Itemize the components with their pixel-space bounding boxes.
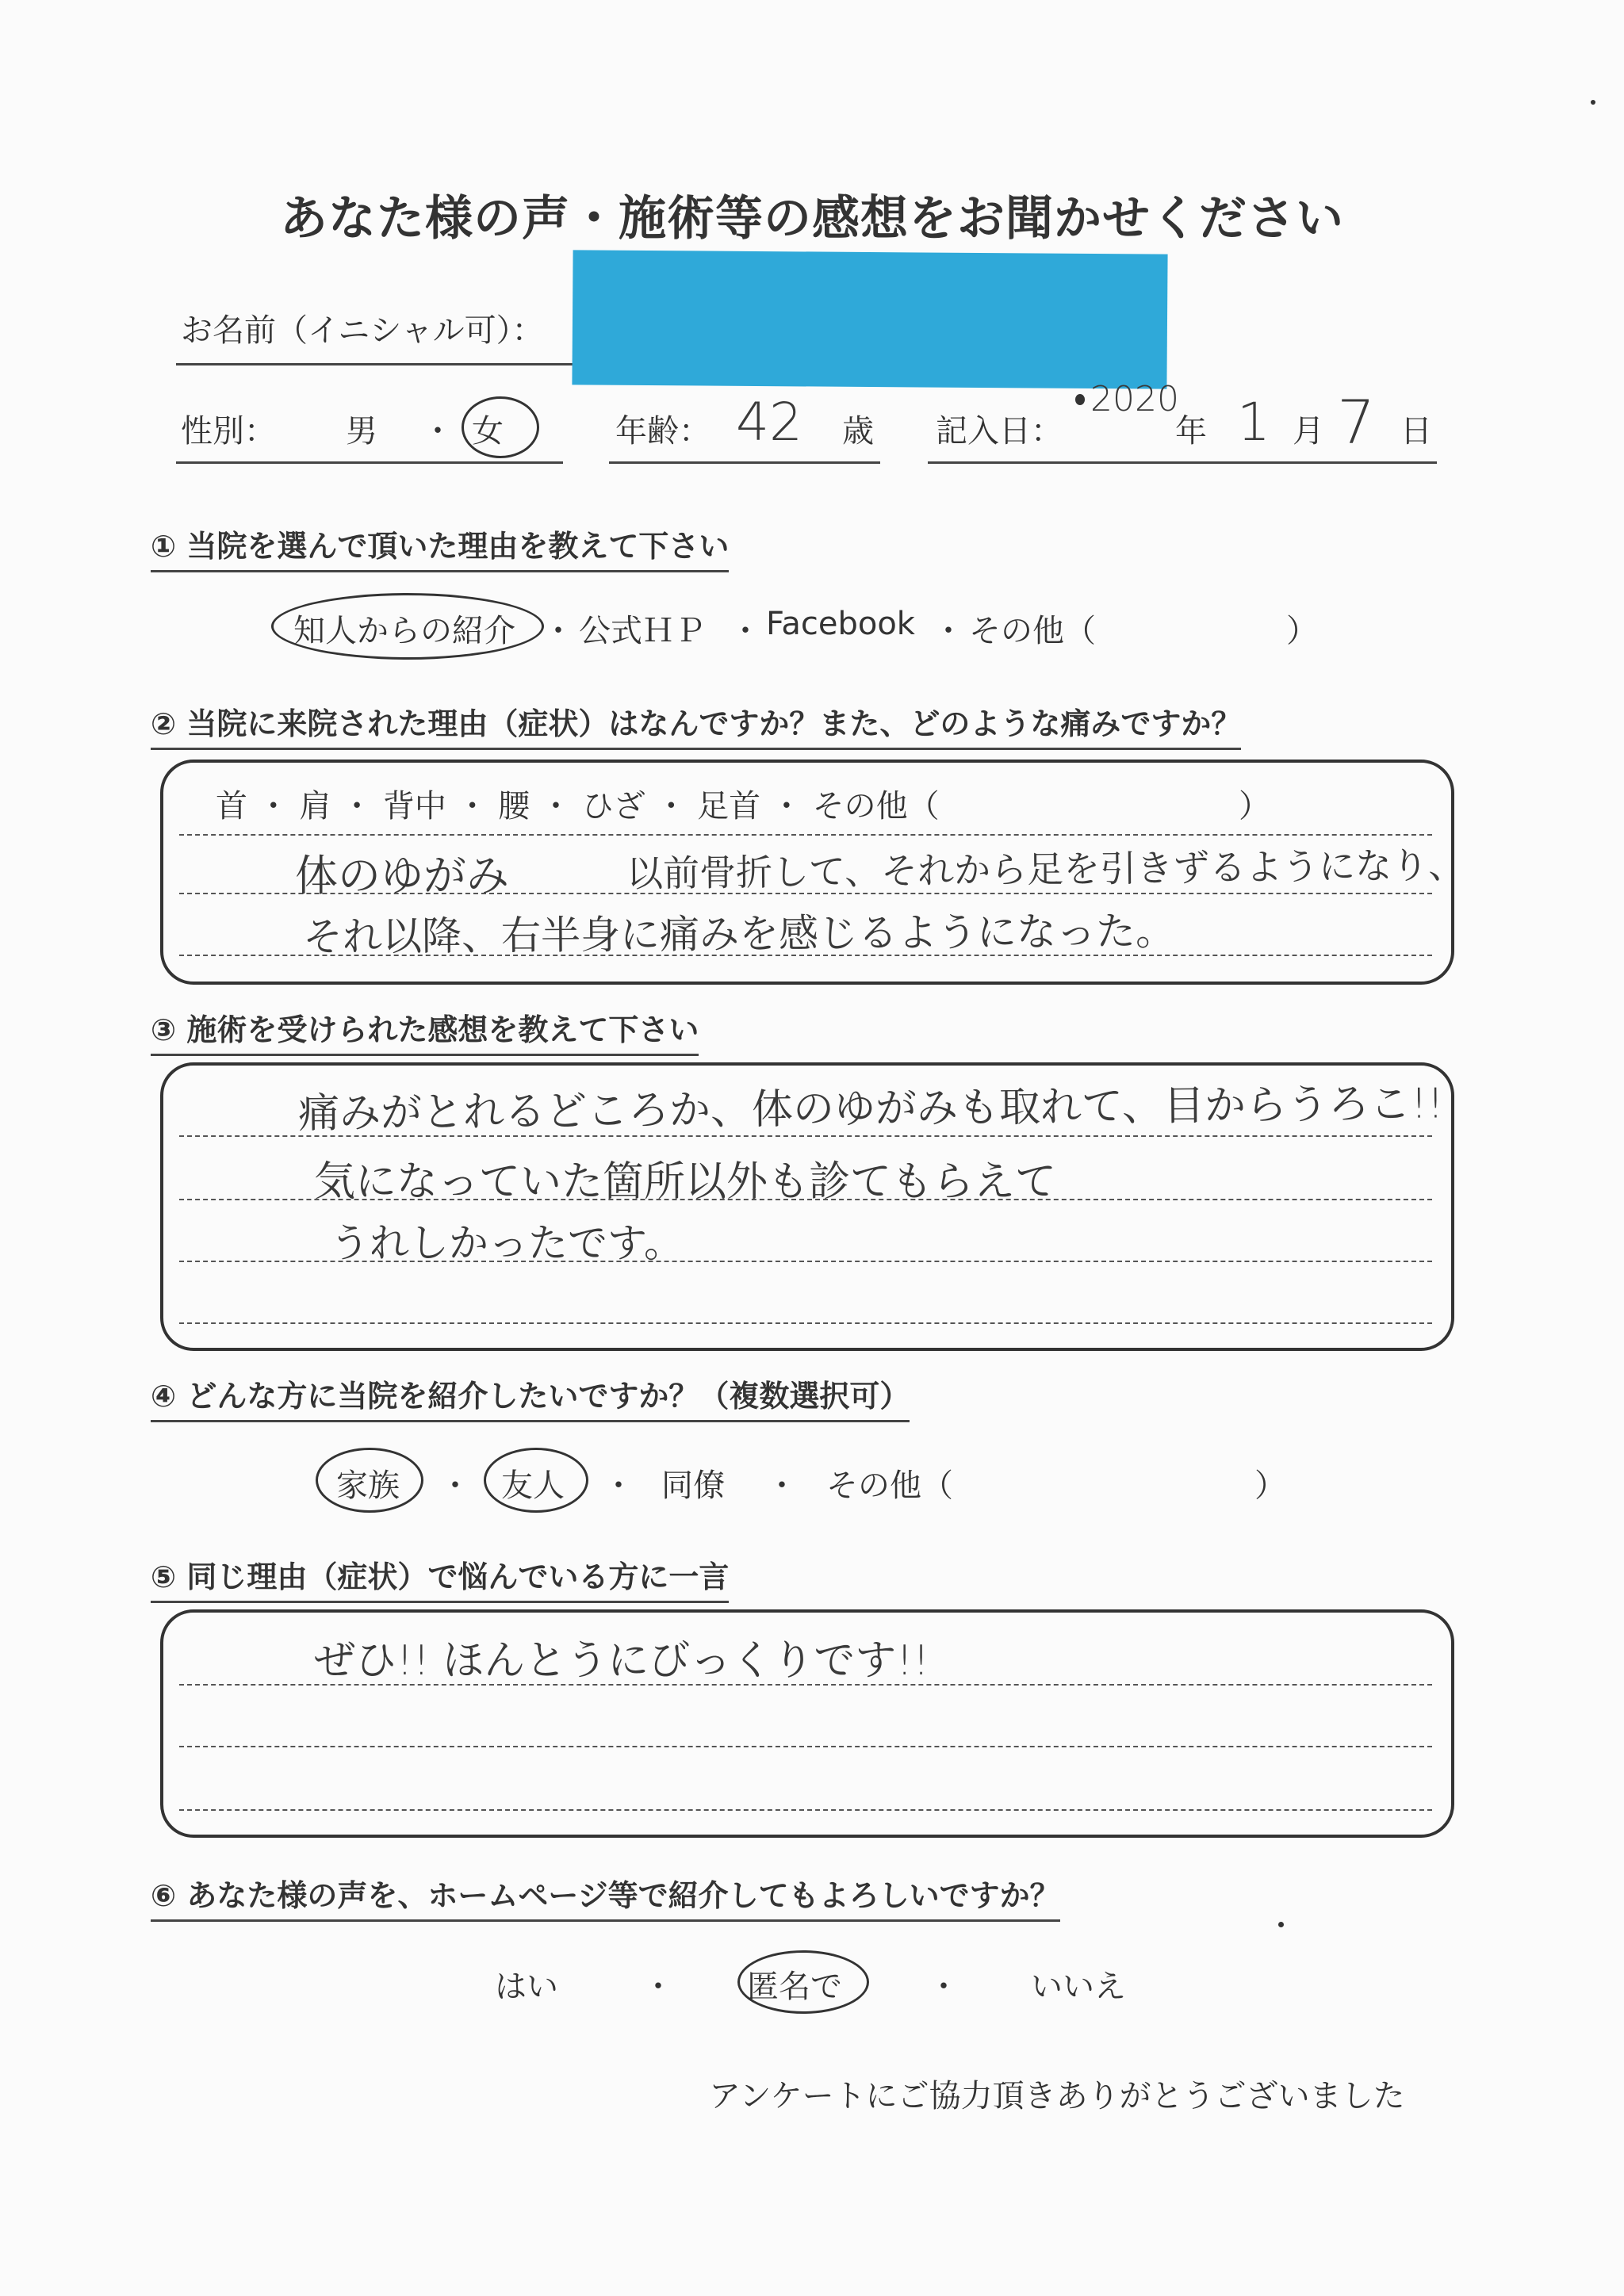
q1-option-facebook: Facebook — [766, 606, 915, 642]
date-label: 記入日： — [936, 413, 1063, 450]
q1-option-close: ） — [1286, 613, 1318, 649]
q6-separator: ・ — [928, 1969, 959, 2005]
dashed-line — [179, 1809, 1432, 1811]
date-day: 7 — [1337, 387, 1376, 457]
gender-underline — [176, 461, 563, 464]
q4-option-colleague: 同僚 — [661, 1468, 725, 1504]
q5-heading: ⑤ 同じ理由（症状）で悩んでいる方に一言 — [151, 1552, 729, 1603]
scan-speck — [1591, 100, 1595, 105]
q6-option-anonymous: 匿名で — [747, 1969, 842, 2005]
selected-circle — [462, 396, 539, 458]
scan-speck — [1278, 1922, 1284, 1927]
q2-answer-line1a: 体のゆがみ — [295, 851, 509, 901]
gender-label: 性別： — [181, 413, 276, 450]
selected-circle — [316, 1448, 423, 1513]
dashed-line — [179, 1746, 1432, 1747]
name-label: お名前（イニシャル可）： — [181, 312, 544, 349]
date-year: 2020 — [1090, 379, 1179, 419]
q6-heading: ⑥ あなた様の声を、ホームページ等で紹介してもよろしいですか？ — [151, 1871, 1060, 1922]
q6-separator: ・ — [642, 1969, 674, 2005]
q4-heading: ④ どんな方に当院を紹介したいですか？（複数選択可） — [151, 1372, 910, 1422]
gender-separator: ・ — [422, 413, 454, 450]
q4-separator: ・ — [439, 1468, 471, 1504]
q2-answer-line1b: 以前骨折して、それから足を引きずるようになり、 — [626, 843, 1465, 895]
q2-answer-line2: それ以降、右半身に痛みを感じるようになった。 — [302, 908, 1176, 960]
dashed-line — [179, 1322, 1432, 1324]
q3-answer-line3: うれしかったです。 — [330, 1220, 684, 1266]
q4-separator: ・ — [766, 1468, 798, 1504]
q6-option-yes: はい — [495, 1969, 558, 2005]
footer-thanks: アンケートにご協力頂きありがとうございました — [709, 2078, 1405, 2114]
age-label: 年齢： — [615, 413, 710, 450]
q1-option-other: その他（ — [969, 613, 1096, 649]
q4-option-friend: 友人 — [501, 1468, 565, 1504]
q4-option-close: ） — [1254, 1468, 1286, 1504]
dashed-line — [179, 834, 1432, 836]
name-underline — [176, 363, 573, 365]
q3-answer-line2: 気になっていた箇所以外も診てもらえて — [314, 1158, 1057, 1206]
date-month: 1 — [1237, 392, 1270, 453]
q6-option-no: いいえ — [1031, 1969, 1126, 2005]
gender-female: 女 — [472, 413, 504, 450]
ink-blot — [1075, 394, 1085, 405]
q5-answer-line1: ぜひ!! ほんとうにびっくりです!! — [314, 1637, 929, 1685]
selected-circle — [737, 1950, 869, 2014]
selected-circle — [484, 1448, 588, 1513]
q3-heading: ③ 施術を受けられた感想を教えて下さい — [151, 1005, 699, 1056]
month-unit: 月 — [1293, 413, 1324, 450]
q2-options-close: ） — [1239, 788, 1270, 825]
q4-option-family: 家族 — [336, 1468, 400, 1504]
q1-heading: ① 当院を選んで頂いた理由を教えて下さい — [151, 522, 729, 572]
q1-option-website: 公式ＨＰ — [579, 613, 706, 649]
gender-male: 男 — [346, 413, 377, 450]
selected-circle — [271, 593, 544, 660]
q1-option-referral: 知人からの紹介 — [293, 613, 515, 649]
q3-answer-line1: 痛みがとれるどころか、体のゆがみも取れて、目からうろこ!! — [297, 1080, 1444, 1138]
page-title: あなた様の声・施術等の感想をお聞かせください — [280, 191, 1344, 247]
date-underline — [928, 461, 1437, 464]
q2-heading: ② 当院に来院された理由（症状）はなんですか？また、どのような痛みですか？ — [151, 699, 1241, 750]
day-unit: 日 — [1400, 413, 1432, 450]
age-underline — [609, 461, 880, 464]
redacted-name — [572, 250, 1167, 388]
age-unit: 歳 — [842, 413, 874, 450]
age-value: 42 — [736, 392, 802, 453]
q1-separator: ・ — [542, 613, 574, 649]
year-unit: 年 — [1175, 413, 1207, 450]
q4-separator: ・ — [603, 1468, 634, 1504]
q2-symptom-options: 首 ・ 肩 ・ 背中 ・ 腰 ・ ひざ ・ 足首 ・ その他（ — [216, 788, 940, 825]
q1-separator: ・ — [933, 613, 964, 649]
q1-separator: ・ — [730, 613, 761, 649]
q4-option-other: その他（ — [826, 1468, 953, 1504]
